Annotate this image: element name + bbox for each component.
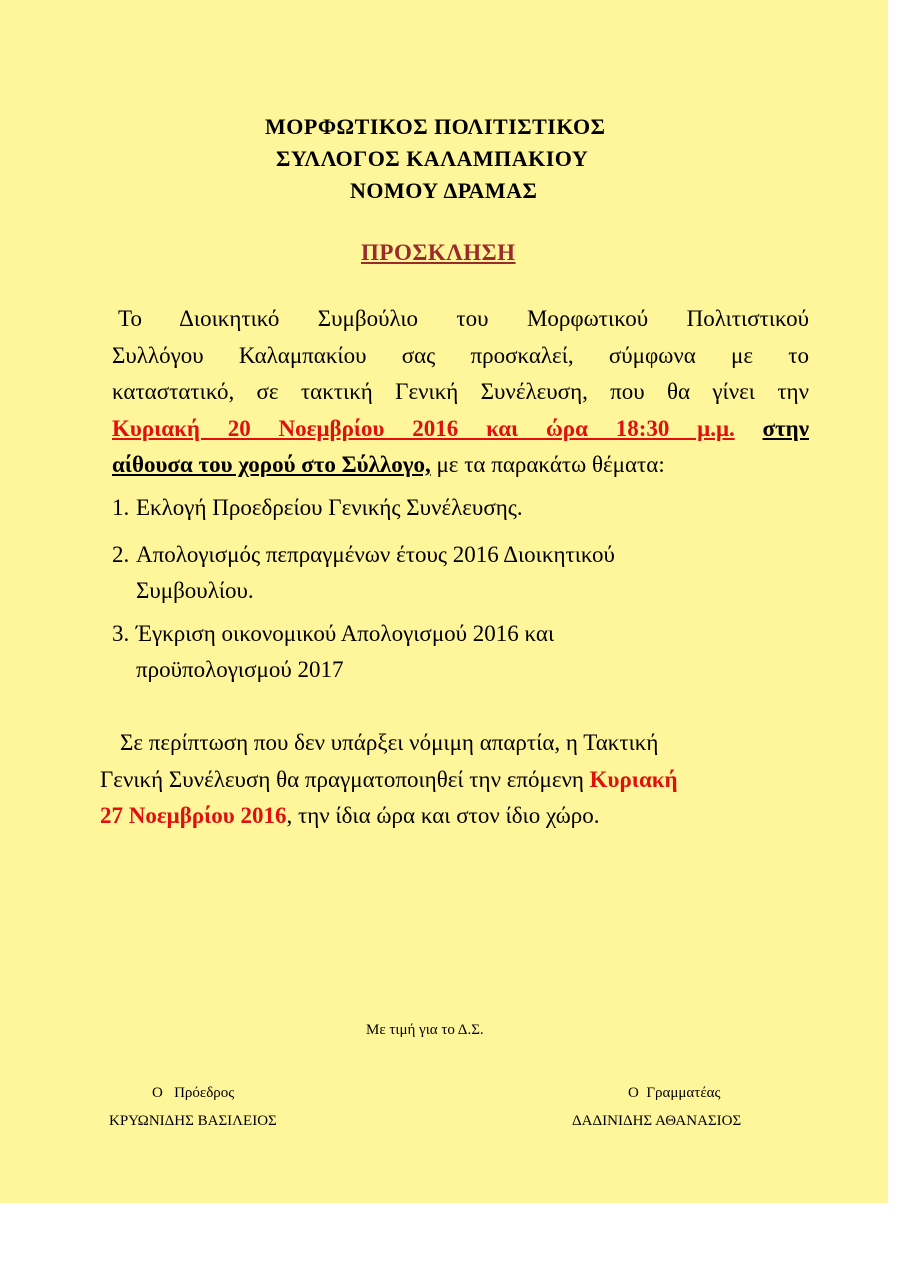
president-role: Ο Πρόεδρος <box>152 1085 235 1101</box>
agenda-item-text: Εκλογή Προεδρείου Γενικής Συνέλευσης. <box>136 495 523 520</box>
intro-paragraph <box>112 301 809 484</box>
agenda-item-text-cont: Συμβουλίου. <box>136 578 254 603</box>
agenda-item-number: 2. <box>112 542 130 567</box>
meeting-place-start: στην <box>762 415 809 441</box>
agenda-item-1 <box>112 490 523 526</box>
intro-line-2: Συλλόγου Καλαμπακίου σας προσκαλεί, σύμφωνα με το <box>112 342 809 368</box>
closing-greeting: Με τιμή για το Δ.Σ. <box>366 1022 484 1038</box>
org-name-line-2: ΣΥΛΛΟΓΟΣ ΚΑΛΑΜΠΑΚΙΟΥ <box>276 146 589 171</box>
meeting-date-time: Κυριακή 20 Νοεμβρίου 2016 και ώρα 18:30 μ.μ. <box>112 415 735 441</box>
quorum-line-2 <box>100 762 800 799</box>
intro-line-3: καταστατικό, σε τακτική Γενική Συνέλευση, που θα γίνει την <box>112 379 809 404</box>
agenda-item-number: 1. <box>112 495 130 520</box>
agenda-item-2 <box>112 537 615 609</box>
agenda-item-text-cont: προϋπολογισμού 2017 <box>136 657 344 682</box>
alt-date-day: Κυριακή <box>589 766 678 792</box>
secretary-name: ΔΑΔΙΝΙΔΗΣ ΑΘΑΝΑΣΙΟΣ <box>572 1113 742 1129</box>
quorum-line-3 <box>100 798 800 835</box>
meeting-place: αίθουσα του χορού στο Σύλλογο, <box>112 452 431 477</box>
president-name: ΚΡΥΩΝΙΔΗΣ ΒΑΣΙΛΕΙΟΣ <box>109 1113 277 1129</box>
org-name-line-3: ΝΟΜΟΥ ΔΡΑΜΑΣ <box>350 178 538 203</box>
quorum-line-3-text: , την ίδια ώρα και στον ίδιο χώρο. <box>286 803 600 828</box>
quorum-paragraph <box>100 725 800 835</box>
quorum-line-2-text: Γενική Συνέλευση θα πραγματοποιηθεί την επόμενη <box>100 766 584 792</box>
secretary-role: Ο Γραμματέας <box>628 1085 721 1101</box>
intro-line-4 <box>112 411 809 448</box>
agenda-item-3 <box>112 616 554 688</box>
document-title: ΠΡΟΣΚΛΗΣΗ <box>361 240 516 265</box>
agenda-item-text: Έγκριση οικονομικού Απολογισμού 2016 και <box>136 621 555 646</box>
agenda-item-text: Απολογισμός πεπραγμένων έτους 2016 Διοικητικού <box>136 542 615 567</box>
intro-line-5 <box>112 447 809 484</box>
alt-date: 27 Νοεμβρίου 2016 <box>100 803 287 828</box>
intro-tail: με τα παρακάτω θέματα: <box>436 452 665 477</box>
org-name-line-1: ΜΟΡΦΩΤΙΚΟΣ ΠΟΛΙΤΙΣΤΙΚΟΣ <box>265 114 606 139</box>
intro-line-1: Το Διοικητικό Συμβούλιο του Μορφωτικού Πολιτιστικού <box>118 306 809 331</box>
agenda-item-number: 3. <box>112 621 130 646</box>
quorum-line-1: Σε περίπτωση που δεν υπάρξει νόμιμη απαρτία, η Τακτική <box>120 730 659 755</box>
